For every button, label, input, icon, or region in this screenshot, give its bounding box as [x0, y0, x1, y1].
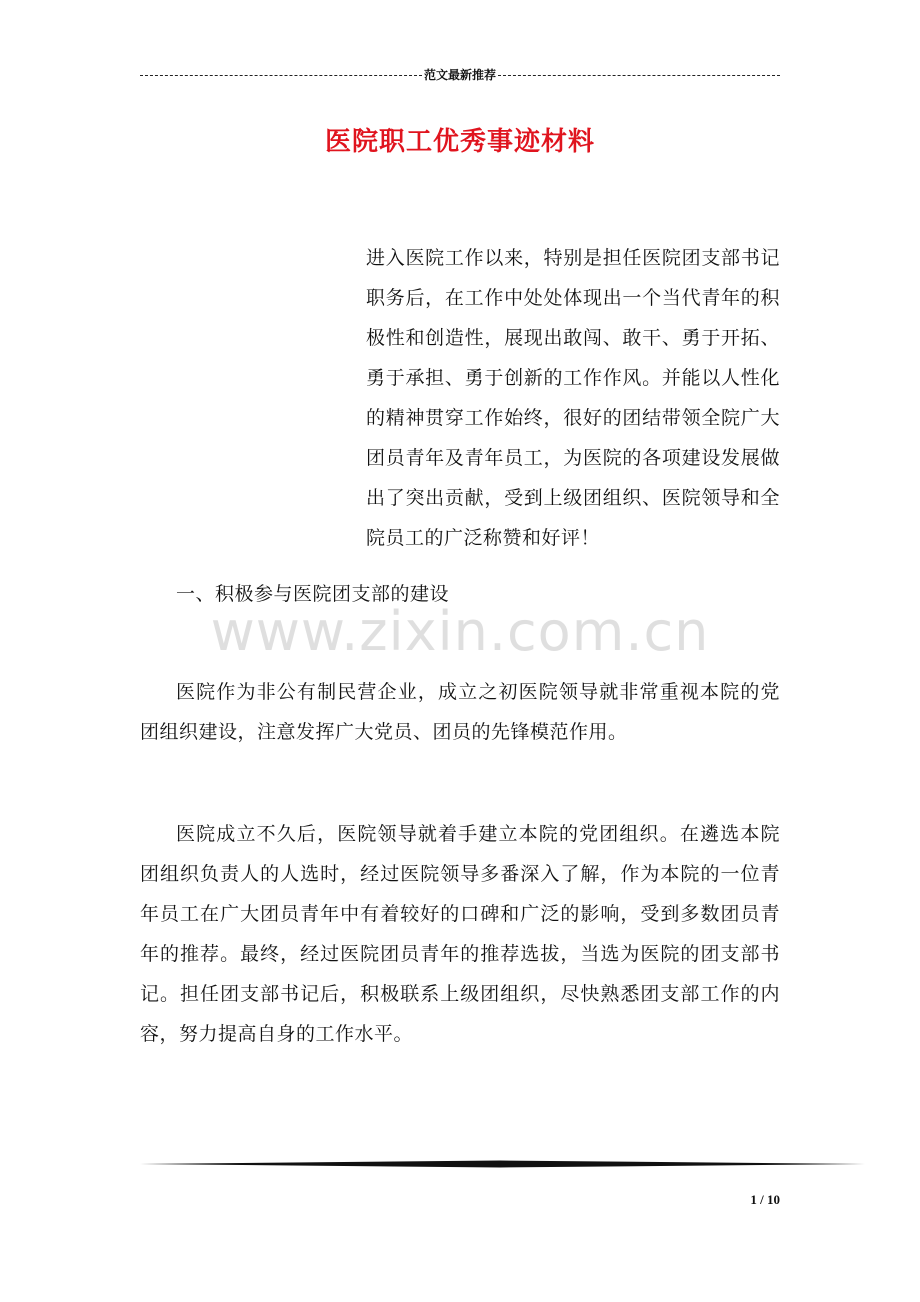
watermark: www.zixin.com.cn: [210, 600, 710, 663]
paragraph-1: [140, 238, 780, 558]
page-number: 1 / 10: [750, 1192, 780, 1207]
footer-rule: [140, 1160, 865, 1168]
header-rule: [140, 68, 780, 82]
header-dash-right: [498, 75, 780, 76]
paragraph-3: 医院成立不久后，医院领导就着手建立本院的党团组织。在遴选本院团组织负责人的人选时，经过医院领导多番深入了解，作为本院的一位青年员工在广大团员青年中有着较好的口碑和广泛的影响，受到多数团员青年的推荐。最终，经过医院团员青年的推荐选拔，当选为医院的团支部书记。担任团支部书记后，积极联系上级团组织，尽快熟悉团支部工作的内容，努力提高自身的工作水平。: [140, 823, 780, 1045]
paragraph-1-text: 进入医院工作以来，特别是担任医院团支部书记职务后，在工作中处处体现出一个当代青年的积极性和创造性，展现出敢闯、敢干、勇于开拓、勇于承担、勇于创新的工作作风。并能以人性化的精神贯穿工作始终，很好的团结带领全院广大团员青年及青年员工，为医院的各项建设发展做出了突出贡献，受到上级团组织、医院领导和全院员工的广泛称赞和好评！: [366, 247, 780, 549]
paragraph-2: 医院作为非公有制民营企业，成立之初医院领导就非常重视本院的党团组织建设，注意发挥广大党员、团员的先锋模范作用。: [140, 681, 780, 743]
header-dash-left: [140, 75, 422, 76]
section-heading-1: 一、积极参与医院团支部的建设: [176, 583, 450, 605]
header-label: 范文最新推荐: [424, 68, 497, 82]
document-title: 医院职工优秀事迹材料: [324, 127, 595, 157]
